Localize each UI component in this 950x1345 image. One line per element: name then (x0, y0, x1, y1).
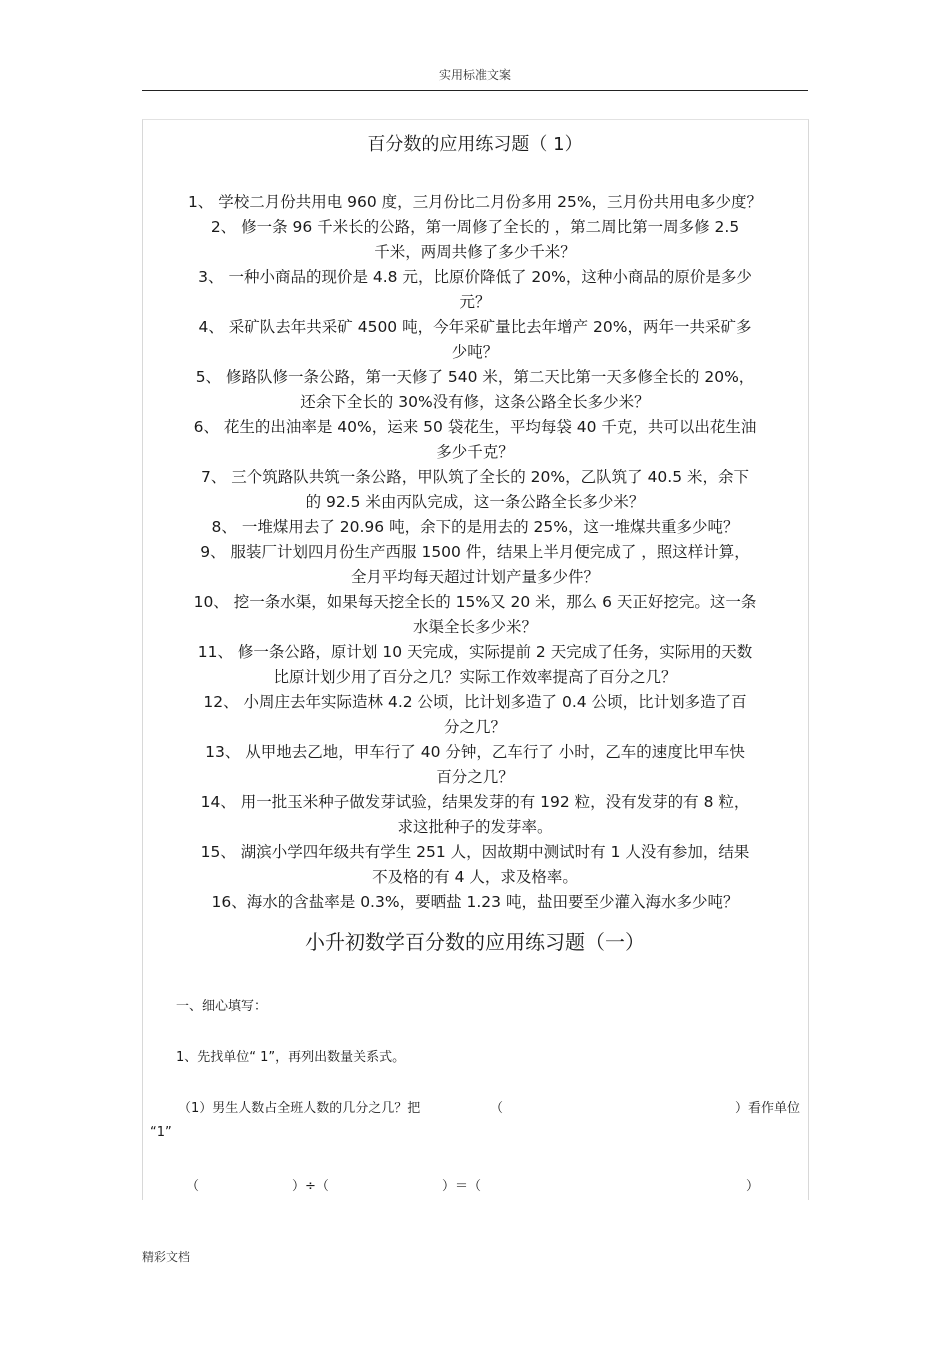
problem-5-line-1: 5、 修路队修一条公路，第一天修了 540 米，第二天比第一天多修全长的 20%， (195, 368, 755, 386)
problem-4-line-1: 4、 采矿队去年共采矿 4500 吨，今年采矿量比去年增产 20%，两年一共采矿多 (198, 318, 752, 336)
problem-6-line-2: 多少千克？ (436, 443, 514, 461)
problem-7-line-1: 7、 三个筑路队共筑一条公路，甲队筑了全长的 20%，乙队筑了 40.5 米，余下 (200, 468, 750, 486)
problem-3-line-2: 元？ (459, 293, 491, 311)
problem-13-line-2: 百分之几？ (436, 768, 514, 786)
problem-13-line-1: 13、 从甲地去乙地，甲车行了 40 分钟，乙车行了 小时，乙车的速度比甲车快 (205, 743, 745, 761)
problem-14-line-1: 14、 用一批玉米种子做发芽试验，结果发芽的有 192 粒，没有发芽的有 8 粒， (200, 793, 750, 811)
problem-2-line-2: 千米，两周共修了多少千米？ (374, 243, 576, 261)
formula-equals: ）＝（ (442, 1179, 482, 1194)
worksheet-title-2: 小升初数学百分数的应用练习题（一） (305, 930, 645, 954)
problem-4-line-2: 少吨？ (451, 343, 499, 361)
problem-5-line-2: 还余下全长的 30%没有修，这条公路全长多少米？ (300, 393, 650, 411)
problem-9-line-1: 9、 服装厂计划四月份生产西服 1500 件，结果上半月便完成了 ，照这样计算， (200, 543, 750, 561)
problem-12-line-1: 12、 小周庄去年实际造林 4.2 公顷，比计划多造了 0.4 公顷，比计划多造了百 (203, 693, 747, 711)
page-header: 实用标准文案 (438, 68, 511, 82)
header-divider (142, 90, 808, 91)
problem-10-line-1: 10、 挖一条水渠，如果每天挖全长的 15%又 20 米，那么 6 天正好挖完。这一条 (193, 593, 757, 611)
problem-15-line-1: 15、 湖滨小学四年级共有学生 251 人，因故期中测试时有 1 人没有参加，结果 (200, 843, 750, 861)
problem-7-line-2: 的 92.5 米由丙队完成，这一条公路全长多少米？ (305, 493, 645, 511)
worksheet-title-1: 百分数的应用练习题（ 1） (367, 134, 583, 155)
problem-14-line-2: 求这批种子的发芽率。 (397, 818, 553, 836)
question-1-continued: “1” (150, 1125, 172, 1140)
problem-11-line-1: 11、 修一条公路，原计划 10 天完成，实际提前 2 天完成了任务，实际用的天数 (197, 643, 753, 661)
question-1-blank-close: ）看作单位 (734, 1101, 800, 1116)
problem-9-line-2: 全月平均每天超过计划产量多少件？ (350, 568, 599, 586)
problem-12-line-2: 分之几？ (443, 718, 506, 736)
page-footer: 精彩文档 (142, 1250, 191, 1264)
section-item-1: 1、先找单位“ 1”，再列出数量关系式。 (176, 1050, 406, 1065)
question-1 (178, 1097, 800, 1116)
formula-paren-close: ） (746, 1179, 760, 1194)
problem-11-line-2: 比原计划少用了百分之几？实际工作效率提高了百分之几？ (273, 668, 677, 686)
problem-8-line-1: 8、 一堆煤用去了 20.96 吨，余下的是用去的 25%，这一堆煤共重多少吨？ (211, 518, 739, 536)
question-1-text: （1）男生人数占全班人数的几分之几？把 (178, 1101, 421, 1116)
question-1-blank-open: （ (490, 1101, 504, 1116)
problem-16-line-1: 16、海水的含盐率是 0.3%，要晒盐 1.23 吨，盐田要至少灌入海水多少吨？ (211, 893, 739, 911)
formula-blanks (186, 1175, 760, 1195)
problem-1-line-1: 1、 学校二月份共用电 960 度，三月份比二月份多用 25%，三月份共用电多少度？ (187, 193, 763, 211)
formula-divide: ）÷（ (292, 1179, 329, 1194)
problem-3-line-1: 3、 一种小商品的现价是 4.8 元，比原价降低了 20%，这种小商品的原价是多少 (198, 268, 752, 286)
problem-6-line-1: 6、 花生的出油率是 40%，运来 50 袋花生，平均每袋 40 千克，共可以出花生油 (193, 418, 757, 436)
problem-15-line-2: 不及格的有 4 人，求及格率。 (372, 868, 578, 886)
problem-list (142, 190, 808, 915)
formula-paren-1: （ (186, 1179, 200, 1194)
problem-2-line-1: 2、 修一条 96 千米长的公路，第一周修了全长的 ，第二周比第一周多修 2.5 (210, 218, 740, 236)
section-heading-fill-in: 一、细心填写： (176, 999, 268, 1014)
problem-10-line-2: 水渠全长多少米？ (412, 618, 537, 636)
